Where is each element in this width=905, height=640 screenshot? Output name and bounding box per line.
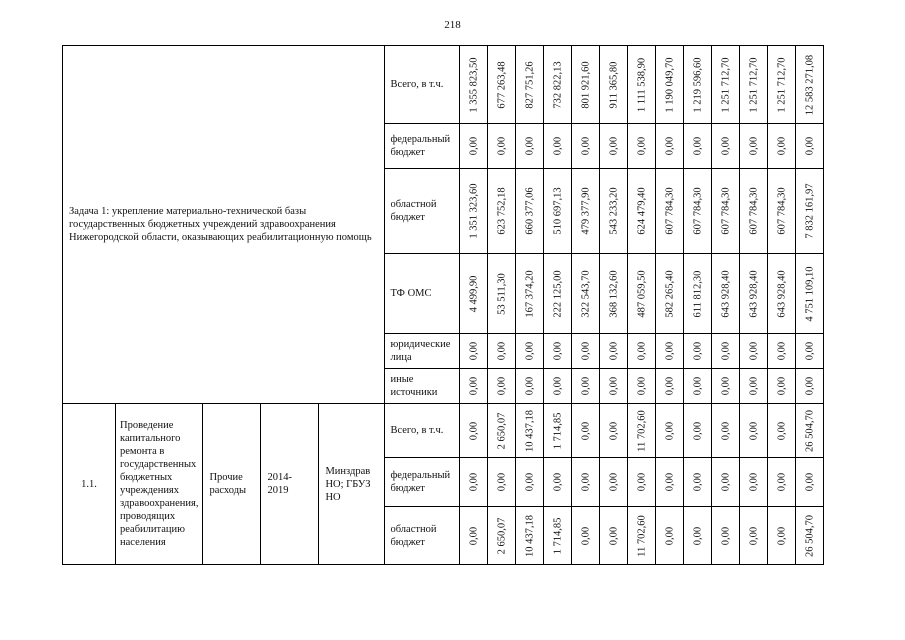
value-text: 0,00 [776, 376, 788, 396]
value-text: 0,00 [496, 376, 508, 396]
value-cell [796, 124, 824, 169]
value-cell [628, 507, 656, 565]
value-text: 53 511,30 [496, 272, 508, 315]
value-text: 10 437,18 [524, 514, 536, 557]
value-cell [796, 334, 824, 369]
value-cell [600, 458, 628, 507]
value-cell [712, 458, 740, 507]
item-number: 1.1. [63, 404, 116, 565]
value-text: 543 233,20 [608, 187, 620, 235]
value-cell [712, 46, 740, 124]
value-cell [460, 369, 488, 404]
value-cell [516, 254, 544, 334]
value-text: 0,00 [608, 526, 620, 545]
value-text: 510 697,13 [552, 187, 564, 235]
value-text: 643 928,40 [720, 269, 732, 318]
value-cell [488, 369, 516, 404]
task-title: Задача 1: укрепление материально-технической базы государственных бюджетных учреждений здравоохранения Нижегородской области, оказывающих реабилитационную помощь [63, 46, 385, 404]
value-text: 0,00 [468, 421, 480, 440]
value-text: 368 132,60 [608, 269, 620, 318]
value-text: 0,00 [608, 376, 620, 396]
value-text: 0,00 [748, 136, 760, 156]
value-cell [768, 46, 796, 124]
value-text: 0,00 [468, 526, 480, 545]
value-cell [796, 169, 824, 254]
value-cell [796, 404, 824, 458]
funding-source-label: областной бюджет [385, 169, 460, 254]
value-text: 0,00 [468, 341, 480, 361]
value-cell [768, 334, 796, 369]
value-cell [712, 507, 740, 565]
value-cell [684, 507, 712, 565]
value-cell [600, 169, 628, 254]
value-cell [656, 124, 684, 169]
value-cell [460, 458, 488, 507]
value-cell [572, 124, 600, 169]
page-number: 218 [444, 19, 461, 31]
value-cell [740, 369, 768, 404]
value-cell [516, 334, 544, 369]
value-cell [460, 169, 488, 254]
item-row [63, 404, 824, 458]
value-cell [516, 404, 544, 458]
value-text: 0,00 [580, 376, 592, 396]
value-cell [572, 46, 600, 124]
value-cell [656, 46, 684, 124]
funding-source-label: Всего, в т.ч. [385, 404, 460, 458]
value-text: 0,00 [608, 472, 620, 492]
value-cell [796, 369, 824, 404]
value-cell [684, 369, 712, 404]
value-text: 11 702,60 [636, 514, 648, 557]
value-text: 0,00 [608, 136, 620, 156]
value-text: 0,00 [496, 136, 508, 156]
value-text: 1 251 712,70 [776, 56, 788, 113]
value-text: 1 251 712,70 [720, 56, 732, 113]
value-cell [488, 404, 516, 458]
value-text: 0,00 [580, 472, 592, 492]
value-cell [488, 46, 516, 124]
value-cell [628, 124, 656, 169]
value-text: 0,00 [720, 136, 732, 156]
value-text: 0,00 [580, 421, 592, 440]
value-text: 322 543,70 [580, 269, 592, 318]
funding-source-label: федеральный бюджет [385, 124, 460, 169]
value-text: 26 504,70 [804, 514, 816, 557]
value-cell [544, 369, 572, 404]
funding-source-label: федеральный бюджет [385, 458, 460, 507]
expense-type: Прочие расходы [203, 404, 261, 565]
value-text: 1 714,85 [552, 412, 564, 449]
value-cell [600, 124, 628, 169]
value-cell [544, 458, 572, 507]
value-text: 0,00 [776, 136, 788, 156]
value-cell [544, 124, 572, 169]
value-text: 0,00 [580, 341, 592, 361]
value-cell [656, 507, 684, 565]
value-text: 0,00 [720, 472, 732, 492]
value-cell [488, 458, 516, 507]
value-cell [768, 369, 796, 404]
funding-source-label: иные источники [385, 369, 460, 404]
value-cell [740, 254, 768, 334]
value-cell [600, 369, 628, 404]
value-cell [572, 404, 600, 458]
value-cell [628, 254, 656, 334]
value-text: 1 355 823,50 [468, 56, 480, 113]
value-text: 26 504,70 [804, 409, 816, 452]
funding-source-label: юридические лица [385, 334, 460, 369]
value-cell [628, 369, 656, 404]
value-cell [656, 369, 684, 404]
value-cell [628, 169, 656, 254]
value-cell [460, 404, 488, 458]
value-cell [684, 254, 712, 334]
value-cell [628, 458, 656, 507]
value-cell [488, 334, 516, 369]
value-text: 827 751,26 [524, 60, 536, 109]
value-cell [768, 458, 796, 507]
value-cell [572, 369, 600, 404]
value-cell [628, 46, 656, 124]
value-cell [516, 46, 544, 124]
value-cell [684, 404, 712, 458]
value-cell [712, 169, 740, 254]
value-cell [740, 458, 768, 507]
value-cell [740, 404, 768, 458]
value-text: 660 377,06 [524, 187, 536, 235]
value-text: 0,00 [636, 341, 648, 361]
value-text: 607 784,30 [692, 187, 704, 235]
value-text: 643 928,40 [776, 269, 788, 318]
value-text: 11 702,60 [636, 409, 648, 452]
value-cell [768, 124, 796, 169]
value-text: 0,00 [664, 136, 676, 156]
value-text: 0,00 [692, 376, 704, 396]
value-text: 1 714,85 [552, 517, 564, 554]
value-text: 0,00 [468, 136, 480, 156]
value-cell [712, 404, 740, 458]
value-text: 1 190 049,70 [664, 56, 676, 113]
value-cell [516, 169, 544, 254]
value-cell [656, 404, 684, 458]
value-text: 0,00 [692, 526, 704, 545]
value-text: 801 921,60 [580, 60, 592, 109]
value-cell [796, 46, 824, 124]
value-cell [768, 507, 796, 565]
value-text: 0,00 [748, 526, 760, 545]
value-cell [600, 507, 628, 565]
value-text: 911 365,80 [608, 61, 620, 108]
value-cell [684, 458, 712, 507]
value-text: 643 928,40 [748, 269, 760, 318]
value-text: 2 650,07 [496, 517, 508, 554]
value-cell [600, 334, 628, 369]
value-cell [768, 254, 796, 334]
value-cell [628, 334, 656, 369]
value-cell [740, 169, 768, 254]
value-text: 0,00 [720, 341, 732, 361]
value-text: 12 583 271,08 [804, 54, 816, 115]
value-cell [572, 458, 600, 507]
value-text: 0,00 [580, 526, 592, 545]
value-text: 0,00 [748, 376, 760, 396]
value-cell [768, 404, 796, 458]
value-cell [740, 334, 768, 369]
value-text: 0,00 [804, 136, 816, 156]
funding-source-label: областной бюджет [385, 507, 460, 565]
value-cell [600, 46, 628, 124]
value-text: 0,00 [748, 341, 760, 361]
value-cell [488, 124, 516, 169]
value-cell [460, 254, 488, 334]
value-text: 0,00 [748, 421, 760, 440]
value-text: 1 351 323,60 [468, 183, 480, 239]
value-cell [544, 507, 572, 565]
value-text: 0,00 [580, 136, 592, 156]
value-text: 0,00 [720, 421, 732, 440]
value-cell [712, 254, 740, 334]
value-text: 0,00 [496, 341, 508, 361]
value-text: 0,00 [692, 136, 704, 156]
value-text: 0,00 [776, 472, 788, 492]
value-text: 0,00 [720, 376, 732, 396]
value-text: 0,00 [468, 472, 480, 492]
value-text: 0,00 [692, 472, 704, 492]
value-cell [516, 458, 544, 507]
value-text: 607 784,30 [720, 187, 732, 235]
value-text: 0,00 [524, 472, 536, 492]
value-text: 582 265,40 [664, 269, 676, 318]
value-text: 0,00 [776, 421, 788, 440]
value-text: 0,00 [524, 341, 536, 361]
value-cell [712, 334, 740, 369]
value-cell [516, 124, 544, 169]
value-text: 0,00 [636, 472, 648, 492]
value-text: 0,00 [636, 136, 648, 156]
value-text: 677 263,48 [496, 60, 508, 109]
value-text: 607 784,30 [664, 187, 676, 235]
value-text: 0,00 [608, 341, 620, 361]
value-text: 0,00 [776, 341, 788, 361]
funding-source-label: ТФ ОМС [385, 254, 460, 334]
value-text: 0,00 [524, 136, 536, 156]
value-text: 0,00 [524, 376, 536, 396]
value-text: 0,00 [636, 376, 648, 396]
value-cell [460, 334, 488, 369]
value-text: 0,00 [496, 472, 508, 492]
value-text: 479 377,90 [580, 187, 592, 235]
value-text: 623 752,18 [496, 187, 508, 235]
value-cell [796, 458, 824, 507]
value-text: 607 784,30 [776, 187, 788, 235]
value-cell [544, 254, 572, 334]
value-text: 0,00 [664, 376, 676, 396]
value-cell [488, 507, 516, 565]
value-text: 0,00 [748, 472, 760, 492]
value-cell [684, 334, 712, 369]
implementation-period: 2014-2019 [261, 404, 319, 565]
value-text: 0,00 [692, 341, 704, 361]
value-text: 0,00 [664, 421, 676, 440]
item-description: Проведение капитального ремонта в государственных бюджетных учреждениях здравоохранения, проводящих реабилитацию населения [116, 404, 203, 565]
value-text: 0,00 [608, 421, 620, 440]
value-text: 0,00 [804, 376, 816, 396]
value-cell [684, 46, 712, 124]
value-cell [740, 507, 768, 565]
value-cell [516, 369, 544, 404]
value-cell [628, 404, 656, 458]
value-text: 10 437,18 [524, 409, 536, 452]
value-text: 0,00 [552, 341, 564, 361]
value-text: 1 251 712,70 [748, 56, 760, 113]
task-row [63, 46, 824, 124]
value-text: 0,00 [664, 341, 676, 361]
value-cell [684, 124, 712, 169]
value-text: 0,00 [804, 472, 816, 492]
value-text: 0,00 [664, 526, 676, 545]
value-cell [712, 124, 740, 169]
value-text: 0,00 [552, 472, 564, 492]
value-cell [572, 254, 600, 334]
value-text: 0,00 [720, 526, 732, 545]
value-cell [544, 334, 572, 369]
value-text: 487 059,50 [636, 269, 648, 318]
value-text: 607 784,30 [748, 187, 760, 235]
value-text: 0,00 [664, 472, 676, 492]
value-cell [740, 124, 768, 169]
value-text: 7 832 161,97 [804, 183, 816, 239]
value-cell [572, 334, 600, 369]
value-text: 624 479,40 [636, 187, 648, 235]
value-cell [544, 46, 572, 124]
value-cell [572, 169, 600, 254]
value-cell [544, 404, 572, 458]
value-cell [600, 254, 628, 334]
value-cell [656, 169, 684, 254]
value-cell [572, 507, 600, 565]
value-text: 0,00 [692, 421, 704, 440]
value-cell [656, 254, 684, 334]
value-cell [488, 169, 516, 254]
value-text: 1 111 538,90 [636, 57, 648, 112]
value-text: 0,00 [776, 526, 788, 545]
value-cell [544, 169, 572, 254]
value-text: 222 125,00 [552, 269, 564, 318]
value-text: 611 812,30 [692, 270, 704, 317]
value-text: 0,00 [804, 341, 816, 361]
value-text: 0,00 [552, 136, 564, 156]
value-cell [656, 458, 684, 507]
value-cell [712, 369, 740, 404]
value-text: 4 751 109,10 [804, 265, 816, 322]
budget-table [62, 45, 824, 565]
executor: Минздрав НО; ГБУЗ НО [319, 404, 385, 565]
value-cell [740, 46, 768, 124]
value-cell [488, 254, 516, 334]
value-cell [768, 169, 796, 254]
value-text: 1 219 596,60 [692, 56, 704, 113]
funding-source-label: Всего, в т.ч. [385, 46, 460, 124]
value-cell [796, 507, 824, 565]
value-text: 732 822,13 [552, 60, 564, 109]
value-cell [460, 507, 488, 565]
value-text: 167 374,20 [524, 269, 536, 318]
value-text: 4 499,90 [468, 275, 480, 312]
value-cell [460, 46, 488, 124]
value-cell [460, 124, 488, 169]
value-cell [796, 254, 824, 334]
value-cell [600, 404, 628, 458]
value-cell [684, 169, 712, 254]
value-text: 2 650,07 [496, 412, 508, 449]
value-cell [516, 507, 544, 565]
value-cell [656, 334, 684, 369]
value-text: 0,00 [468, 376, 480, 396]
value-text: 0,00 [552, 376, 564, 396]
